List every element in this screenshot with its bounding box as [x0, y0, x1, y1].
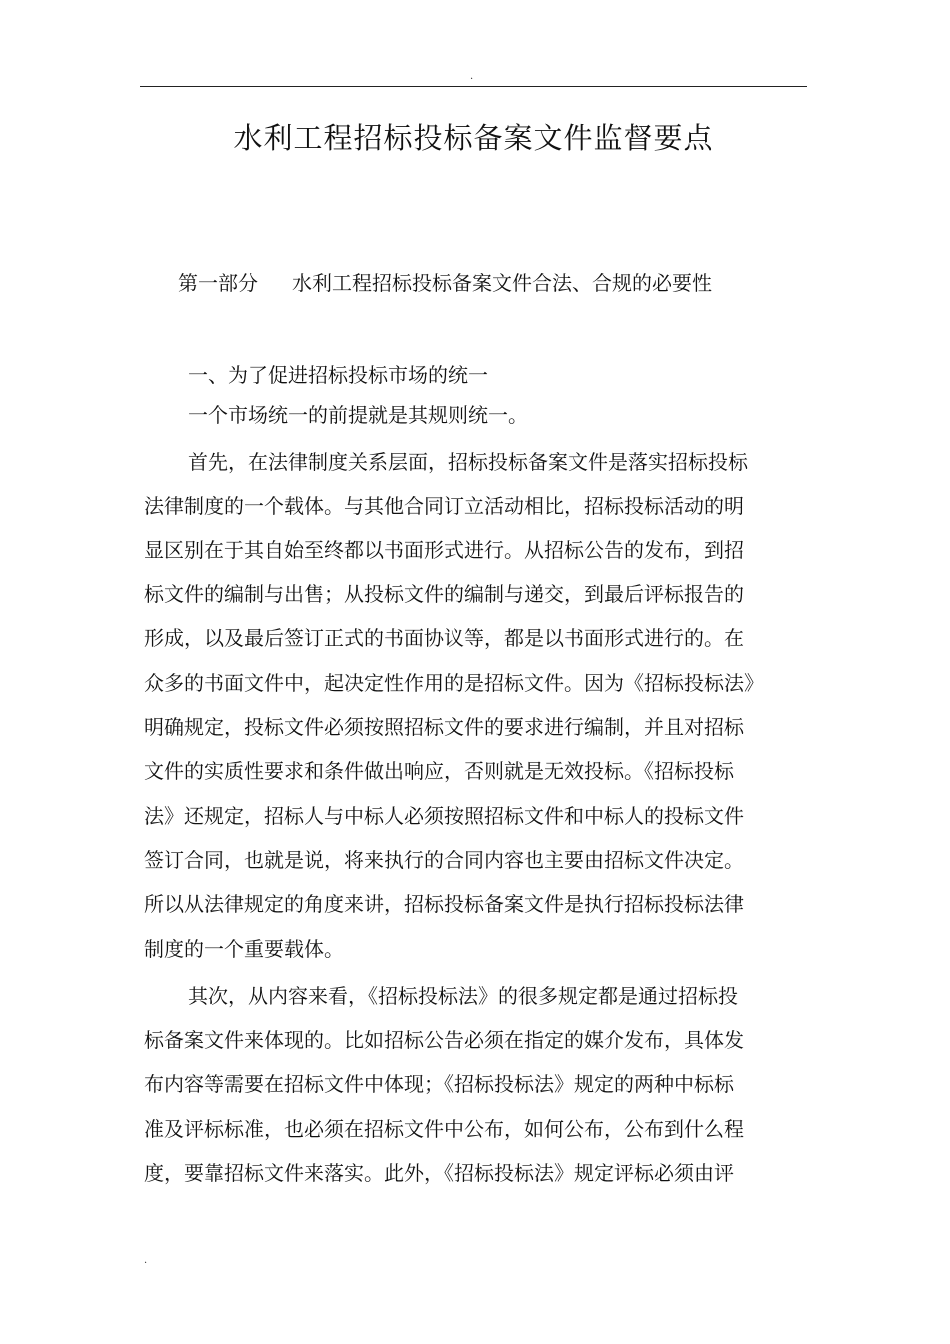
body-line: 众多的书面文件中，起决定性作用的是招标文件。因为《招标投标法》 — [144, 671, 764, 695]
body-line: 明确规定，投标文件必须按照招标文件的要求进行编制，并且对招标 — [144, 715, 744, 739]
body-line: 标文件的编制与出售；从投标文件的编制与递交，到最后评标报告的 — [144, 582, 744, 606]
part-label: 第一部分 — [178, 271, 258, 295]
section-heading: 一、为了促进招标投标市场的统一 — [188, 363, 488, 387]
document-title: 水利工程招标投标备案文件监督要点 — [233, 121, 714, 155]
body-line: 度，要靠招标文件来落实。此外，《招标投标法》规定评标必须由评 — [144, 1161, 734, 1185]
body-line: 所以从法律规定的角度来讲，招标投标备案文件是执行招标投标法律 — [144, 892, 744, 916]
header-rule — [140, 86, 807, 87]
body-line: 形成，以及最后签订正式的书面协议等，都是以书面形式进行的。在 — [144, 626, 744, 650]
body-line: 法律制度的一个载体。与其他合同订立活动相比，招标投标活动的明 — [144, 494, 744, 518]
part-heading-text: 水利工程招标投标备案文件合法、合规的必要性 — [292, 271, 712, 295]
body-line: 布内容等需要在招标文件中体现；《招标投标法》规定的两种中标标 — [144, 1072, 734, 1096]
body-line: 标备案文件来体现的。比如招标公告必须在指定的媒介发布，具体发 — [144, 1028, 744, 1052]
body-line: 签订合同，也就是说，将来执行的合同内容也主要由招标文件决定。 — [144, 848, 744, 872]
body-line: 首先，在法律制度关系层面，招标投标备案文件是落实招标投标 — [188, 450, 748, 474]
body-line: 法》还规定，招标人与中标人必须按照招标文件和中标人的投标文件 — [144, 804, 744, 828]
header-mark: . — [470, 71, 474, 82]
body-line: 一个市场统一的前提就是其规则统一。 — [188, 403, 528, 427]
part-heading — [178, 266, 712, 300]
body-line: 其次，从内容来看，《招标投标法》的很多规定都是通过招标投 — [188, 984, 738, 1008]
body-line: 制度的一个重要载体。 — [144, 937, 344, 961]
body-line: 准及评标标准，也必须在招标文件中公布，如何公布，公布到什么程 — [144, 1117, 744, 1141]
body-line: 显区别在于其自始至终都以书面形式进行。从招标公告的发布，到招 — [144, 538, 744, 562]
footer-mark: . — [144, 1255, 148, 1266]
body-line: 文件的实质性要求和条件做出响应，否则就是无效投标。《招标投标 — [144, 759, 734, 783]
